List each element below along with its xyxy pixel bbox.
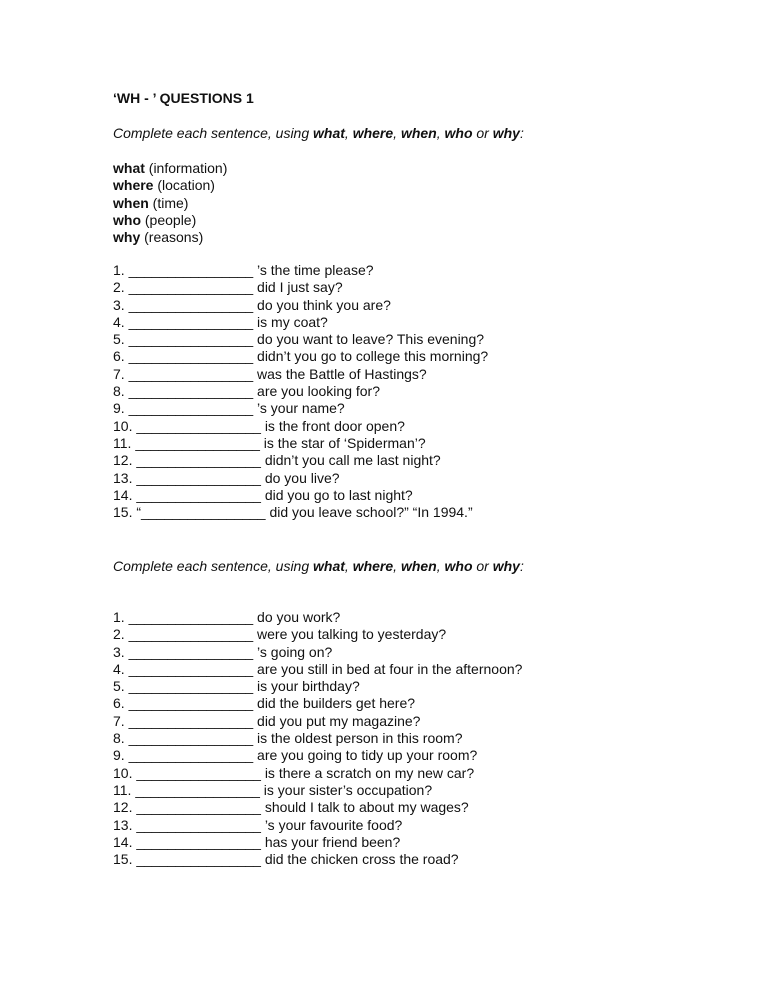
question-item: 4. ________________ is my coat? [113,313,328,330]
instruction-prefix: Complete each sentence, using [113,125,314,141]
instruction-word-why: why [492,125,520,141]
question-item: 12. ________________ should I talk to about my wages? [113,799,469,816]
question-item: 14. ________________ did you go to last night? [113,486,413,503]
worksheet-title: ‘WH - ’ QUESTIONS 1 [113,90,254,106]
instruction-word-when: when [400,125,437,141]
question-item: 10. ________________ is there a scratch on my new car? [113,764,475,781]
instruction-suffix: : [519,558,524,574]
question-item: 10. ________________ is the front door open? [113,417,405,434]
question-item: 12. ________________ didn’t you call me last night? [113,452,441,469]
instruction-2 [113,558,524,574]
instruction-word-who: who [444,125,473,141]
question-item: 9. ________________ are you going to tidy up your room? [113,747,478,764]
instruction-word-what: what [313,558,345,574]
key-meaning: (information) [144,160,228,176]
question-item: 9. ________________ ’s your name? [113,400,345,417]
question-item: 7. ________________ did you put my magazine? [113,712,421,729]
question-item: 15. “________________ did you leave school?” “In 1994.” [113,504,473,521]
key-row [113,195,227,212]
key-meaning: (reasons) [140,229,204,246]
instruction-sep: , [393,558,401,574]
instruction-sep: , [436,125,445,141]
instruction-suffix: : [519,125,524,141]
key-word: where [113,177,154,194]
key-row [113,229,227,246]
key-word: why [113,229,141,246]
question-item: 4. ________________ are you still in bed at four in the afternoon? [113,660,523,677]
key-row [113,177,227,194]
key-row [113,160,227,177]
question-item: 1. ________________ ’s the time please? [113,262,374,278]
question-item: 11. ________________ is your sister’s occupation? [113,781,433,798]
instruction-word-where: where [352,558,394,574]
instruction-word-where: where [352,125,394,141]
instruction-word-what: what [313,125,345,141]
instruction-sep: , [393,125,401,141]
question-item: 15. ________________ did the chicken cross the road? [113,851,459,868]
question-item: 6. ________________ didn’t you go to college this morning? [113,348,489,365]
question-item: 3. ________________ do you think you are? [113,296,391,313]
question-item: 8. ________________ are you looking for? [113,383,380,400]
word-key [113,160,227,246]
question-item: 13. ________________ ’s your favourite food? [113,816,403,833]
question-item: 7. ________________ was the Battle of Hastings? [113,365,427,382]
key-word: what [113,160,145,176]
question-item: 3. ________________ ’s going on? [113,643,333,660]
instruction-sep: or [472,558,493,574]
question-item: 8. ________________ is the oldest person in this room? [113,730,463,747]
instruction-1 [113,125,524,141]
question-item: 14. ________________ has your friend been? [113,833,401,850]
key-meaning: (time) [148,194,189,211]
key-meaning: (people) [141,211,197,228]
instruction-sep: , [436,558,445,574]
instruction-sep: or [472,125,493,141]
question-item: 6. ________________ did the builders get here? [113,695,416,712]
question-list-2 [113,609,522,868]
instruction-sep: , [344,558,353,574]
question-item: 2. ________________ were you talking to yesterday? [113,626,447,643]
instruction-word-who: who [444,558,473,574]
question-item: 2. ________________ did I just say? [113,279,343,296]
key-meaning: (location) [153,177,215,194]
instruction-sep: , [344,125,353,141]
key-word: when [113,194,149,211]
key-word: who [113,211,141,228]
question-item: 11. ________________ is the star of ‘Spiderman’? [113,434,426,451]
question-list-1 [113,262,488,521]
instruction-word-why: why [492,558,520,574]
question-item: 13. ________________ do you live? [113,469,340,486]
question-item: 5. ________________ do you want to leave? This evening? [113,331,485,348]
question-item: 1. ________________ do you work? [113,609,341,625]
instruction-prefix: Complete each sentence, using [113,558,314,574]
key-row [113,212,227,229]
instruction-word-when: when [400,558,437,574]
question-item: 5. ________________ is your birthday? [113,678,360,695]
